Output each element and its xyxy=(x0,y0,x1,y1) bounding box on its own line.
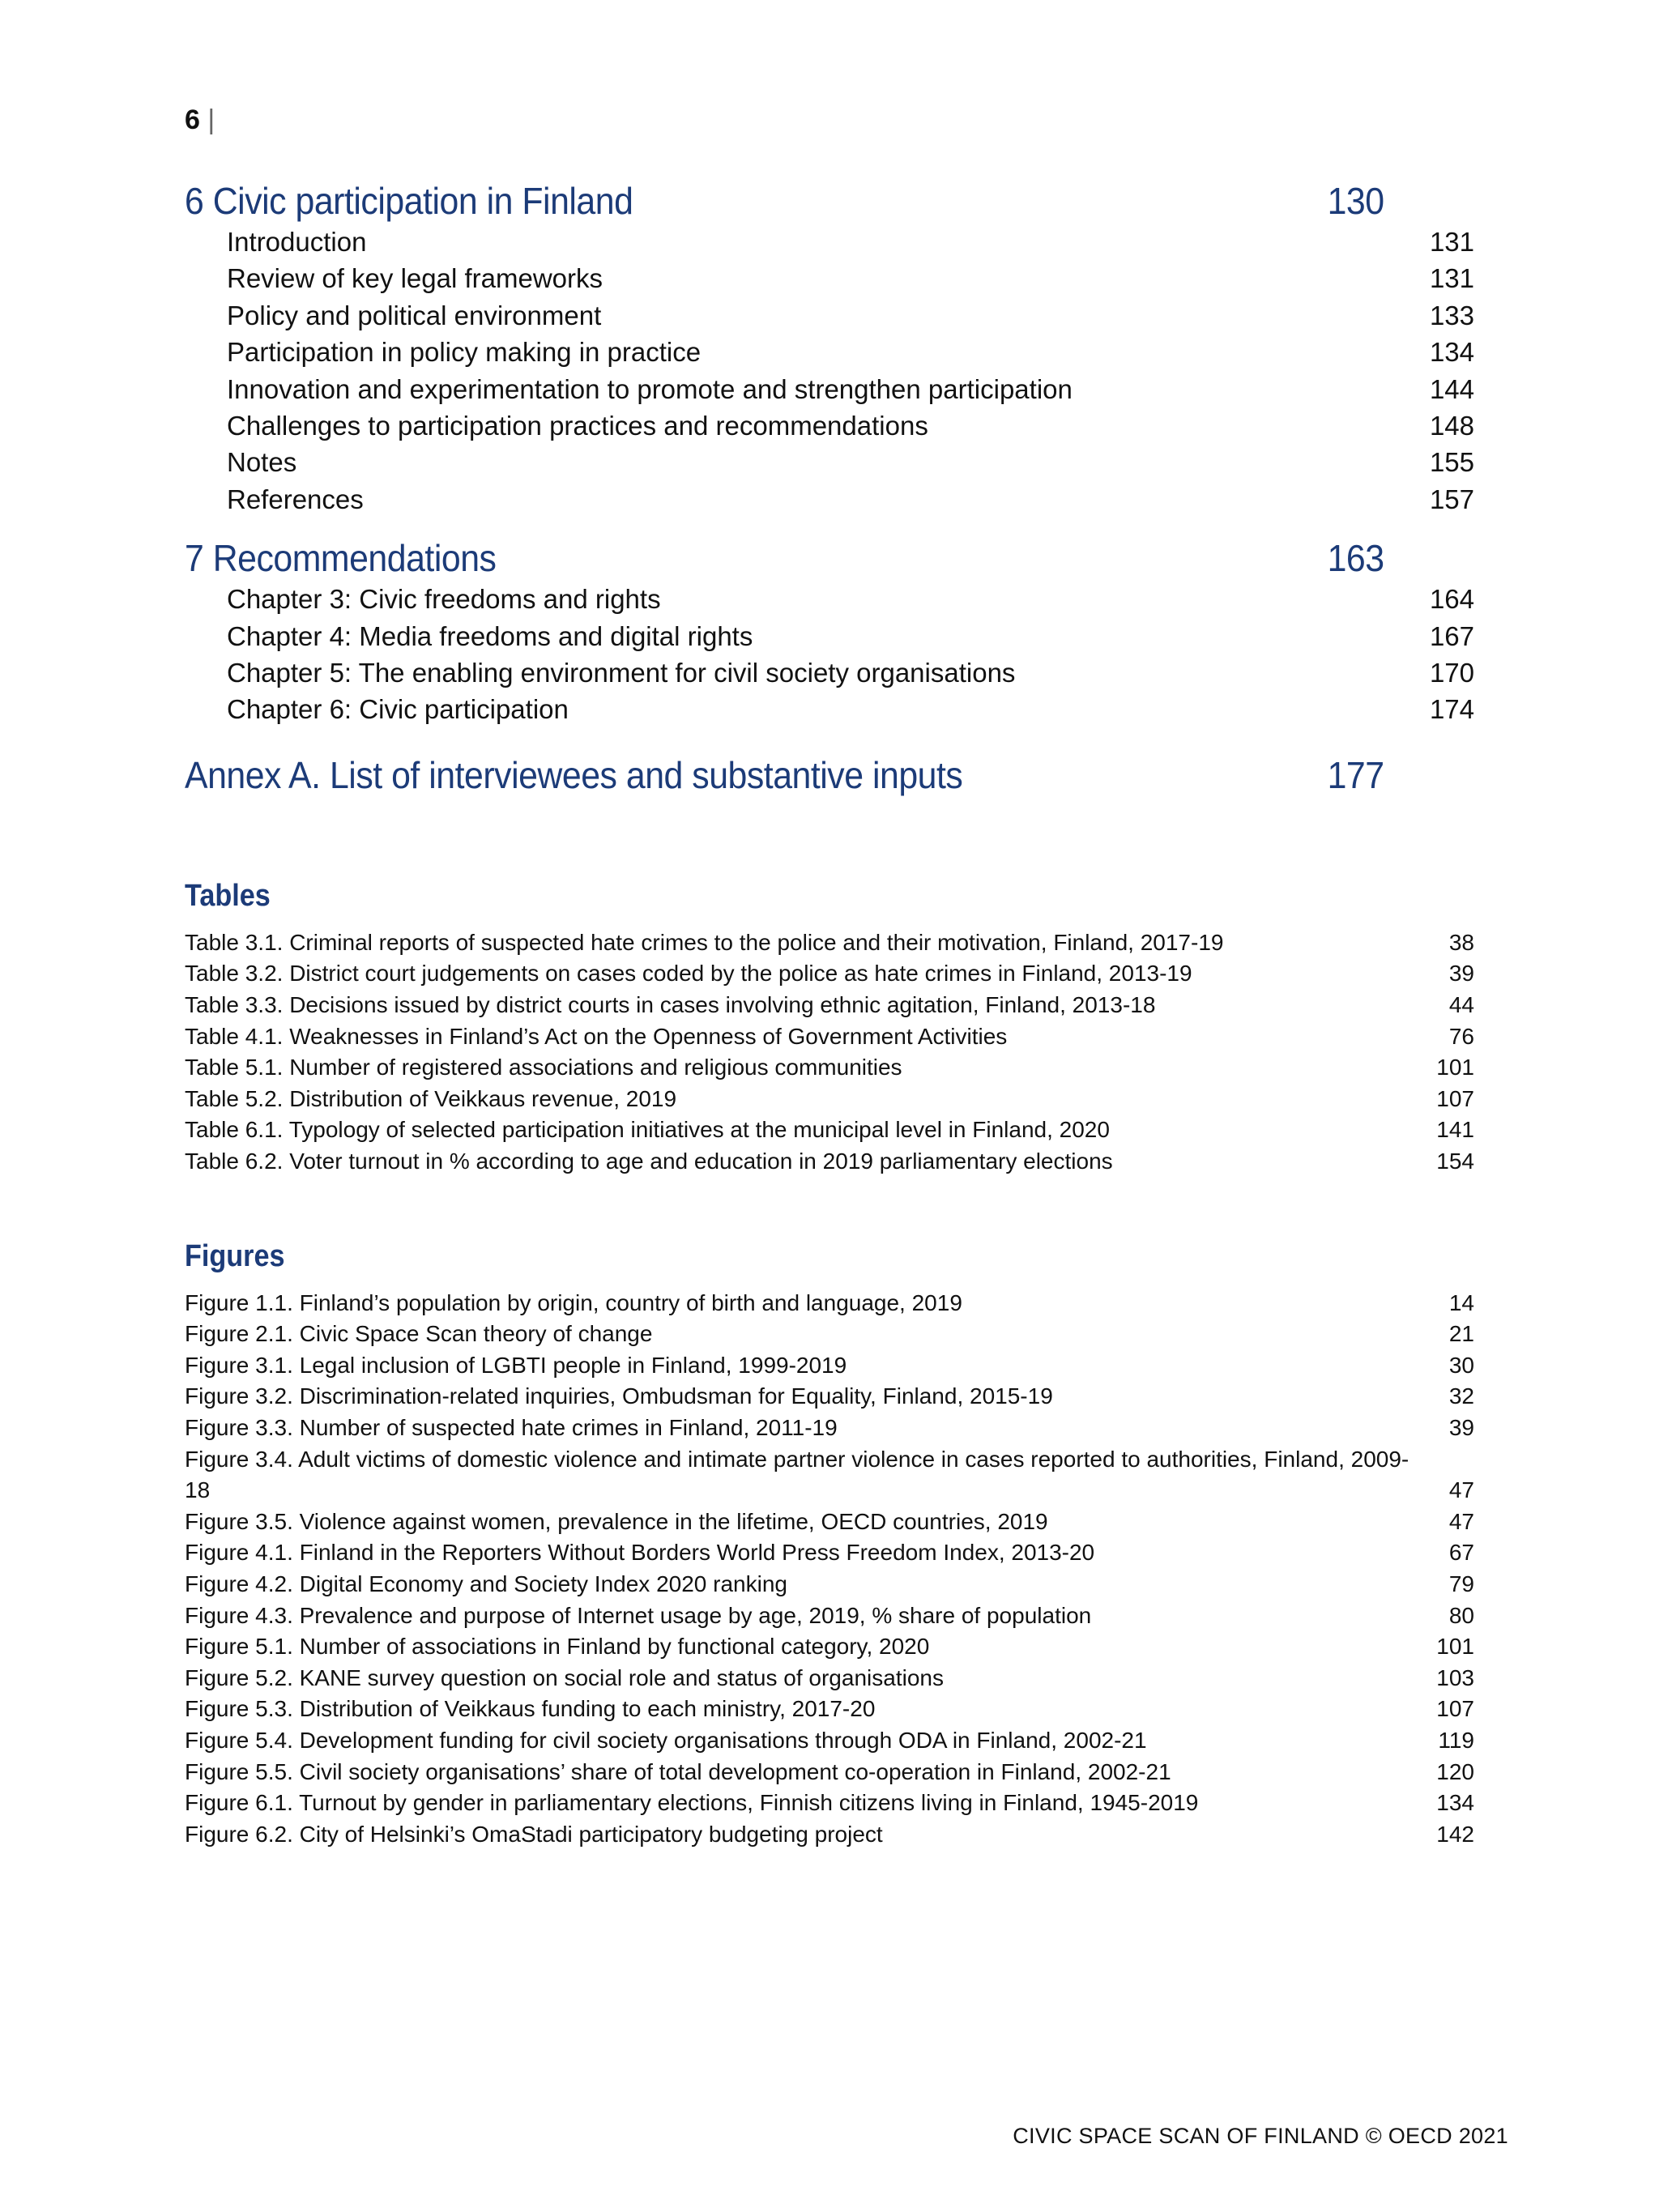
table-entry-title: Table 6.2. Voter turnout in % according to age and education in 2019 parliamentary elections xyxy=(185,1149,1113,1174)
toc-entry[interactable] xyxy=(185,224,1474,260)
figure-entry-page: 142 xyxy=(1436,1821,1474,1847)
figure-entry[interactable] xyxy=(185,1507,1474,1538)
toc-entry-page: 133 xyxy=(1429,300,1474,330)
figure-entry-title: Figure 1.1. Finland’s population by origin, country of birth and language, 2019 xyxy=(185,1289,962,1315)
toc-entry-title: Participation in policy making in practice xyxy=(227,337,702,368)
toc-entry[interactable] xyxy=(185,581,1474,617)
toc-entry[interactable] xyxy=(185,691,1474,727)
page-header xyxy=(185,104,1474,136)
toc-entry[interactable] xyxy=(185,618,1474,654)
figure-entry-title: Figure 5.3. Distribution of Veikkaus funding to each ministry, 2017-20 xyxy=(185,1696,876,1722)
table-entry-page: 38 xyxy=(1448,929,1474,955)
figures-heading: Figures xyxy=(185,1238,285,1273)
toc-entry[interactable] xyxy=(185,371,1474,407)
toc-entry[interactable] xyxy=(185,260,1474,296)
table-entry[interactable] xyxy=(185,1115,1474,1146)
figure-entry-page: 107 xyxy=(1436,1696,1474,1722)
figure-entry-title: Figure 5.5. Civil society organisations’ share of total development co-operation in Finland, 2002-21 xyxy=(185,1758,1171,1784)
page-number: 6 xyxy=(185,104,200,135)
toc-entry-page: 144 xyxy=(1429,373,1474,404)
figure-entry[interactable] xyxy=(185,1663,1474,1694)
figure-entry[interactable] xyxy=(185,1319,1474,1350)
toc-entry-page: 164 xyxy=(1429,584,1474,615)
figure-entry-title: Figure 3.1. Legal inclusion of LGBTI people in Finland, 1999-2019 xyxy=(185,1352,847,1378)
toc-annex xyxy=(185,752,1474,798)
page-footer: CIVIC SPACE SCAN OF FINLAND © OECD 2021 xyxy=(1013,2124,1508,2148)
figure-entry-title: Figure 6.2. City of Helsinki’s OmaStadi participatory budgeting project xyxy=(185,1821,883,1847)
figure-entry[interactable] xyxy=(185,1600,1474,1632)
figure-entry-page: 101 xyxy=(1436,1634,1474,1660)
toc-entry-title: Chapter 5: The enabling environment for civil society organisations xyxy=(227,658,1016,688)
table-entry-title: Table 5.2. Distribution of Veikkaus revenue, 2019 xyxy=(185,1085,677,1111)
toc-entry-page: 174 xyxy=(1429,694,1474,725)
figure-entry[interactable] xyxy=(185,1381,1474,1413)
figure-entry[interactable] xyxy=(185,1444,1474,1507)
table-entry-page: 107 xyxy=(1436,1085,1474,1111)
figure-entry[interactable] xyxy=(185,1413,1474,1444)
toc-entry-title: Chapter 3: Civic freedoms and rights xyxy=(227,584,661,615)
table-entry-title: Table 5.1. Number of registered associations and religious communities xyxy=(185,1055,902,1080)
table-entry[interactable] xyxy=(185,1021,1474,1053)
table-entry[interactable] xyxy=(185,990,1474,1021)
toc-entry-title: Policy and political environment xyxy=(227,300,602,330)
table-entry-title: Table 3.3. Decisions issued by district courts in cases involving ethnic agitation, Finland, 2013-18 xyxy=(185,992,1156,1018)
figure-entry[interactable] xyxy=(185,1569,1474,1600)
chapter-title: 6 Civic participation in Finland xyxy=(185,180,633,222)
table-entry-page: 154 xyxy=(1436,1149,1474,1174)
figure-entry-title: Figure 6.1. Turnout by gender in parliamentary elections, Finnish citizens living in Finland, 1945-2019 xyxy=(185,1790,1199,1816)
figure-entry-page: 103 xyxy=(1436,1664,1474,1690)
table-entry-page: 141 xyxy=(1436,1117,1474,1143)
figure-entry[interactable] xyxy=(185,1631,1474,1663)
tables-heading: Tables xyxy=(185,878,271,913)
toc-entry-title: Review of key legal frameworks xyxy=(227,263,603,294)
tables-list xyxy=(185,927,1474,1178)
table-entry-title: Table 6.1. Typology of selected participation initiatives at the municipal level in Finland, 2020 xyxy=(185,1117,1110,1143)
toc-entry-page: 167 xyxy=(1429,620,1474,651)
toc-chapter-heading[interactable] xyxy=(185,535,1384,581)
toc-entry-title: Chapter 6: Civic participation xyxy=(227,694,569,725)
figure-entry-page: 30 xyxy=(1448,1352,1474,1378)
toc-entry-title: References xyxy=(227,484,364,514)
figures-list xyxy=(185,1288,1474,1851)
figure-entry-page: 14 xyxy=(1448,1289,1474,1315)
figure-entry-title: Figure 4.3. Prevalence and purpose of Internet usage by age, 2019, % share of population xyxy=(185,1602,1092,1628)
toc-entry-title: Notes xyxy=(227,447,297,478)
toc-entry[interactable] xyxy=(185,654,1474,691)
figure-entry-title: Figure 2.1. Civic Space Scan theory of change xyxy=(185,1321,653,1347)
figure-entry-title: Figure 4.1. Finland in the Reporters Without Borders World Press Freedom Index, 2013-20 xyxy=(185,1540,1095,1566)
toc-entry[interactable] xyxy=(185,334,1474,370)
figure-entry-title: Figure 3.2. Discrimination-related inquiries, Ombudsman for Equality, Finland, 2015-19 xyxy=(185,1383,1053,1409)
toc-entry-page: 155 xyxy=(1429,447,1474,478)
figure-entry-title: Figure 5.2. KANE survey question on social role and status of organisations xyxy=(185,1664,944,1690)
table-entry-page: 101 xyxy=(1436,1055,1474,1080)
table-entry-page: 76 xyxy=(1448,1023,1474,1049)
figure-entry[interactable] xyxy=(185,1694,1474,1725)
table-entry-title: Table 3.1. Criminal reports of suspected hate crimes to the police and their motivation, Finland, 2017-19 xyxy=(185,929,1224,955)
toc-entry-title: Introduction xyxy=(227,227,367,257)
figure-entry-page: 21 xyxy=(1448,1321,1474,1347)
table-entry[interactable] xyxy=(185,958,1474,990)
annex-page: 177 xyxy=(1327,753,1384,796)
table-entry[interactable] xyxy=(185,927,1474,959)
table-entry[interactable] xyxy=(185,1052,1474,1084)
toc-entry[interactable] xyxy=(185,407,1474,444)
chapter-page: 130 xyxy=(1327,180,1384,222)
figure-entry-title: Figure 5.1. Number of associations in Finland by functional category, 2020 xyxy=(185,1634,930,1660)
list-of-figures xyxy=(185,1236,1474,1851)
figure-entry[interactable] xyxy=(185,1757,1474,1788)
figure-entry[interactable] xyxy=(185,1725,1474,1757)
figure-entry-page: 47 xyxy=(1448,1508,1474,1534)
table-entry-title: Table 3.2. District court judgements on cases coded by the police as hate crimes in Finland, 2013-19 xyxy=(185,961,1192,987)
figure-entry-page: 67 xyxy=(1448,1540,1474,1566)
figure-entry[interactable] xyxy=(185,1819,1474,1851)
chapter-title: 7 Recommendations xyxy=(185,537,497,580)
table-entry[interactable] xyxy=(185,1146,1474,1178)
toc-entry-page: 131 xyxy=(1429,227,1474,257)
chapter-page: 163 xyxy=(1327,537,1384,580)
document-page xyxy=(185,104,1474,1850)
toc-entry-title: Chapter 4: Media freedoms and digital rights xyxy=(227,620,753,651)
figure-entry-title: Figure 4.2. Digital Economy and Society Index 2020 ranking xyxy=(185,1571,787,1596)
toc-entry[interactable] xyxy=(185,481,1474,518)
figure-entry-title: Figure 5.4. Development funding for civil society organisations through ODA in Finland, 2002-21 xyxy=(185,1727,1147,1753)
toc-entry-page: 148 xyxy=(1429,411,1474,441)
figure-entry-page: 134 xyxy=(1436,1790,1474,1816)
figure-entry-page: 120 xyxy=(1436,1758,1474,1784)
table-entry[interactable] xyxy=(185,1084,1474,1115)
toc-entry[interactable] xyxy=(185,444,1474,480)
figure-entry-page: 32 xyxy=(1448,1383,1474,1409)
toc-entry-page: 157 xyxy=(1429,484,1474,514)
figure-entry[interactable] xyxy=(185,1350,1474,1382)
toc-entry-title: Challenges to participation practices and recommendations xyxy=(227,411,928,441)
figure-entry-title: Figure 3.4. Adult victims of domestic violence and intimate partner violence in cases reported to authorities, Finland, 2009-18 xyxy=(185,1446,1410,1503)
toc-chapter xyxy=(185,535,1474,728)
table-entry-title: Table 4.1. Weaknesses in Finland’s Act on the Openness of Government Activities xyxy=(185,1023,1008,1049)
table-entry-page: 39 xyxy=(1448,961,1474,987)
figure-entry[interactable] xyxy=(185,1537,1474,1569)
toc-chapter-heading[interactable] xyxy=(185,178,1384,224)
figure-entry-title: Figure 3.3. Number of suspected hate crimes in Finland, 2011-19 xyxy=(185,1415,838,1440)
toc-entry-page: 134 xyxy=(1429,337,1474,368)
figure-entry-page: 119 xyxy=(1438,1727,1474,1753)
list-of-tables xyxy=(185,876,1474,1178)
header-separator: | xyxy=(207,104,215,135)
toc-annex-heading[interactable] xyxy=(185,752,1384,798)
figure-entry-page: 47 xyxy=(1448,1477,1474,1503)
toc-entry-page: 170 xyxy=(1429,658,1474,688)
figure-entry[interactable] xyxy=(185,1288,1474,1319)
toc-entry[interactable] xyxy=(185,297,1474,334)
figure-entry-page: 79 xyxy=(1448,1571,1474,1596)
figure-entry-page: 39 xyxy=(1448,1415,1474,1440)
table-entry-page: 44 xyxy=(1448,992,1474,1018)
toc-entry-title: Innovation and experimentation to promote and strengthen participation xyxy=(227,373,1073,404)
annex-title: Annex A. List of interviewees and substantive inputs xyxy=(185,753,963,796)
figure-entry-title: Figure 3.5. Violence against women, prevalence in the lifetime, OECD countries, 2019 xyxy=(185,1508,1048,1534)
toc-chapter xyxy=(185,178,1474,518)
toc-entry-page: 131 xyxy=(1429,263,1474,294)
figure-entry[interactable] xyxy=(185,1788,1474,1819)
figure-entry-page: 80 xyxy=(1448,1602,1474,1628)
